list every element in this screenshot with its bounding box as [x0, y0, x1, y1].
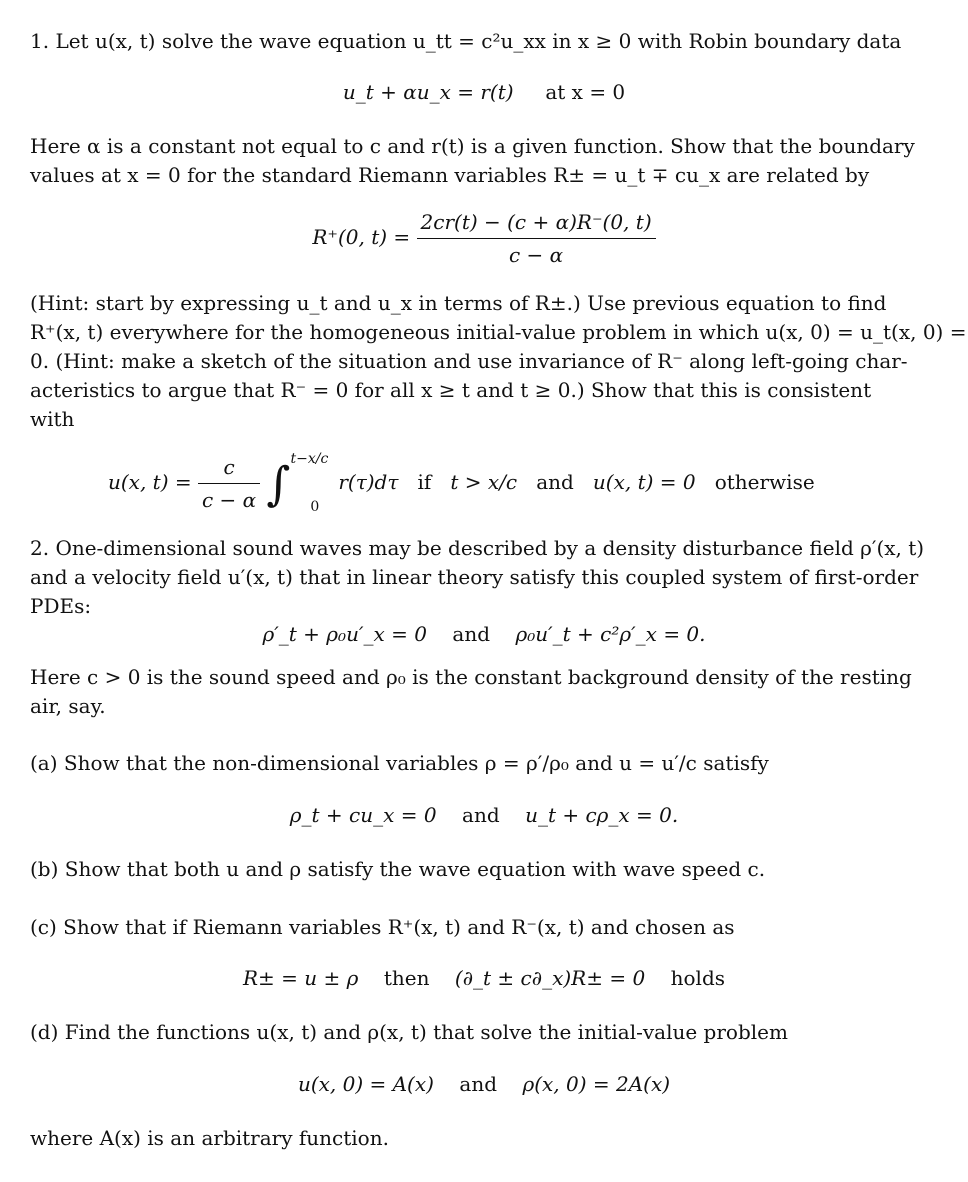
p1-solution-equation	[108, 452, 815, 515]
p1-para1-line2: values at x = 0 for the standard Riemann variables R± = u_t ∓ cu_x are related by	[30, 163, 870, 187]
part-a-equation	[0, 803, 968, 827]
solution-lhs: u(x, t) =	[108, 470, 192, 494]
part-d-text: (d) Find the functions u(x, t) and ρ(x, t) that solve the initial-value problem	[30, 1020, 788, 1044]
a-eq2: u_t + cρ_x = 0.	[525, 803, 679, 827]
integrand: r(τ)dτ	[338, 470, 399, 494]
c-eq2: (∂_t ± c∂_x)R± = 0	[454, 966, 646, 990]
p1-para2-line1: (Hint: start by expressing u_t and u_x in terms of R±.) Use previous equation to find	[30, 291, 887, 315]
p1-para2-line5: with	[30, 407, 75, 431]
c-holds: holds	[670, 966, 726, 990]
d-eq2: ρ(x, 0) = 2A(x)	[522, 1072, 671, 1096]
d-and: and	[459, 1072, 497, 1096]
integral-upper-limit: t−x/c	[290, 451, 329, 467]
integral-sign: ∫	[266, 456, 291, 511]
solution-fraction	[198, 455, 260, 512]
p2-line2: and a velocity field u′(x, t) that in linear theory satisfy this coupled system of first-order	[30, 565, 919, 589]
solution-and: and	[536, 470, 574, 494]
p1-para2-line4: acteristics to argue that R⁻ = 0 for all x ≥ t and t ≥ 0.) Show that this is consistent	[30, 378, 872, 402]
system-eq2: ρ₀u′_t + c²ρ′_x = 0.	[515, 622, 706, 646]
part-b-text: (b) Show that both u and ρ satisfy the wave equation with wave speed c.	[30, 857, 766, 881]
solution-frac-den: c − α	[202, 488, 257, 512]
solution-condition: t > x/c	[450, 470, 518, 494]
c-then: then	[383, 966, 430, 990]
system-eq1: ρ′_t + ρ₀u′_x = 0	[262, 622, 427, 646]
solution-if: if	[417, 470, 432, 494]
boundary-at: at x = 0	[545, 80, 626, 104]
relation-numerator: 2cr(t) − (c + α)R⁻(0, t)	[417, 210, 656, 239]
part-c-text: (c) Show that if Riemann variables R⁺(x, t) and R⁻(x, t) and chosen as	[30, 915, 735, 939]
relation-fraction	[417, 210, 656, 267]
integral-lower-limit: 0	[310, 499, 320, 515]
part-d-equation	[0, 1072, 968, 1096]
p1-boundary-equation	[0, 80, 968, 104]
part-d-where: where A(x) is an arbitrary function.	[30, 1126, 389, 1150]
solution-otherwise: otherwise	[714, 470, 815, 494]
p1-para2-line2: R⁺(x, t) everywhere for the homogeneous initial-value problem in which u(x, 0) = u_t(x, 0) =	[30, 320, 967, 344]
part-c-equation	[0, 966, 968, 990]
p2-line4: Here c > 0 is the sound speed and ρ₀ is the constant background density of the resting	[30, 665, 912, 689]
p2-line1: 2. One-dimensional sound waves may be described by a density disturbance field ρ′(x, t)	[30, 536, 925, 560]
p1-para2-line3: 0. (Hint: make a sketch of the situation and use invariance of R⁻ along left-going char-	[30, 349, 908, 373]
part-a-text: (a) Show that the non-dimensional variables ρ = ρ′/ρ₀ and u = u′/c satisfy	[30, 751, 769, 775]
p1-para1-line1: Here α is a constant not equal to c and r(t) is a given function. Show that the boundary	[30, 134, 915, 158]
p2-line5: air, say.	[30, 694, 106, 718]
system-and: and	[452, 622, 491, 646]
a-eq1: ρ_t + cu_x = 0	[289, 803, 437, 827]
boundary-eq: u_t + αu_x = r(t)	[342, 80, 514, 104]
p2-line3: PDEs:	[30, 594, 92, 618]
d-eq1: u(x, 0) = A(x)	[297, 1072, 434, 1096]
solution-frac-num: c	[198, 455, 260, 484]
relation-lhs: R⁺(0, t) =	[312, 225, 411, 249]
a-and: and	[462, 803, 500, 827]
p1-relation-equation	[0, 210, 968, 267]
p2-system-equation	[0, 622, 968, 646]
solution-else: u(x, t) = 0	[592, 470, 696, 494]
c-eq1: R± = u ± ρ	[242, 966, 359, 990]
relation-denominator: c − α	[508, 243, 564, 267]
p1-intro: 1. Let u(x, t) solve the wave equation u_tt = c²u_xx in x ≥ 0 with Robin boundary data	[30, 29, 902, 53]
